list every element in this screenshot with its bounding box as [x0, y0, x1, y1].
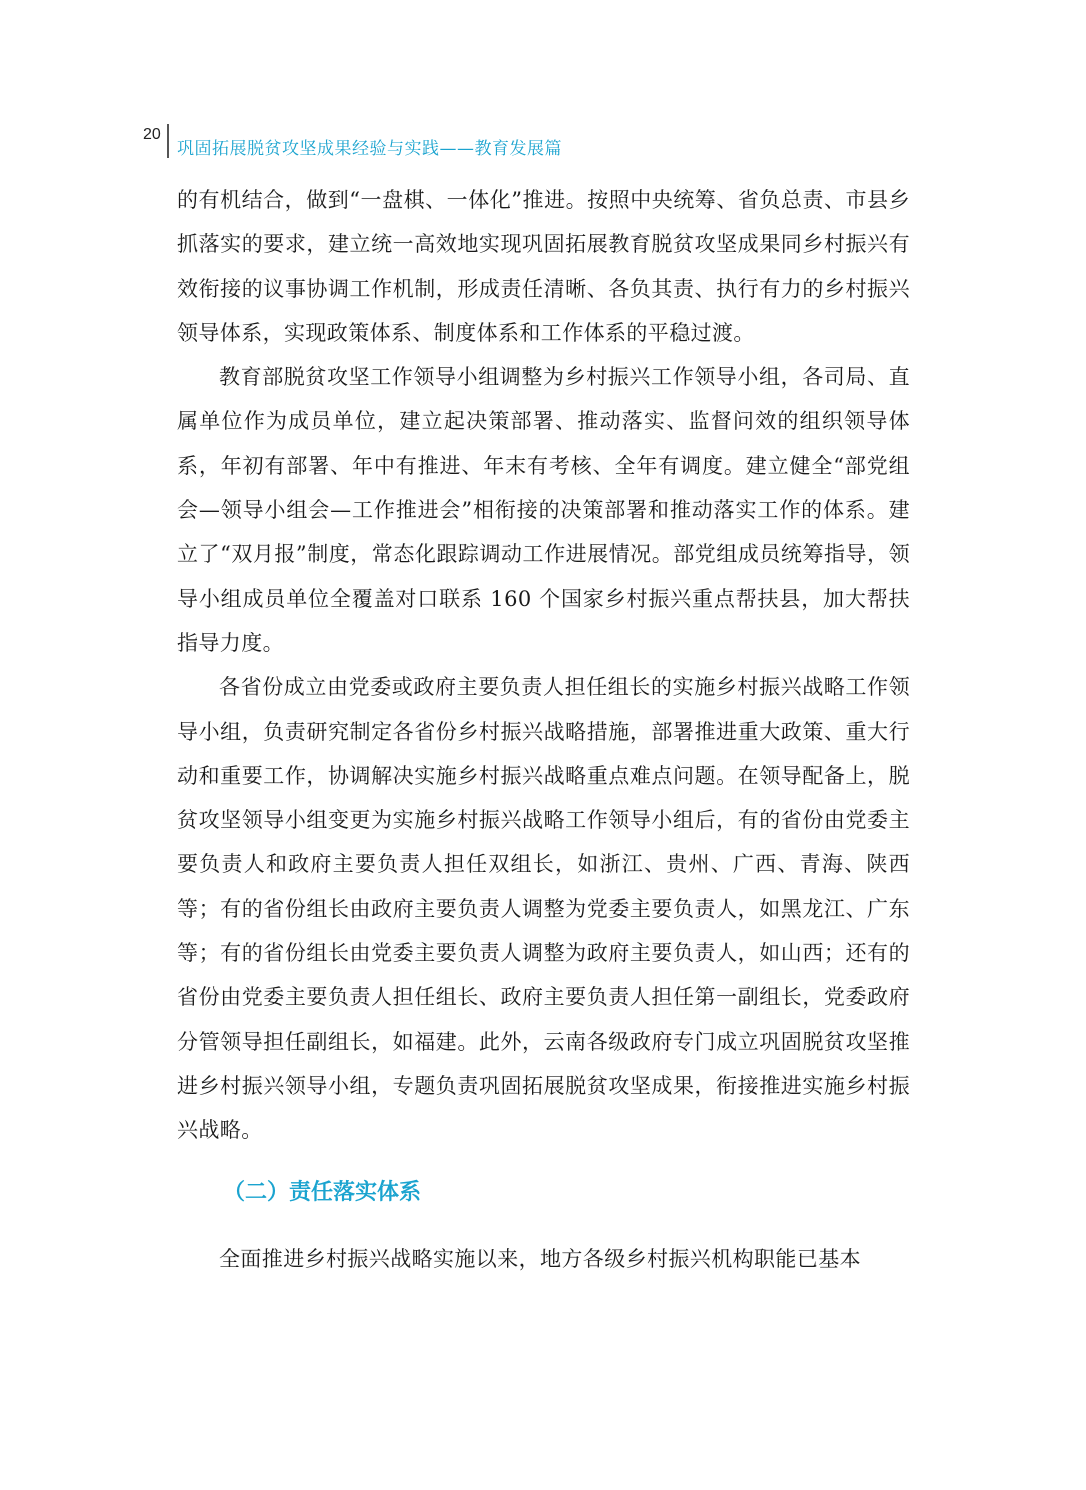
- paragraph-3: 各省份成立由党委或政府主要负责人担任组长的实施乡村振兴战略工作领导小组，负责研究制定各省份乡村振兴战略措施，部署推进重大政策、重大行动和重要工作，协调解决实施乡村振兴战略重点难点问题。在领导配备上，脱贫攻坚领导小组变更为实施乡村振兴战略工作领导小组后，有的省份由党委主要负责人和政府主要负责人担任双组长，如浙江、贵州、广西、青海、陕西等；有的省份组长由政府主要负责人调整为党委主要负责人，如黑龙江、广东等；有的省份组长由党委主要负责人调整为政府主要负责人，如山西；还有的省份由党委主要负责人担任组长、政府主要负责人担任第一副组长，党委政府分管领导担任副组长，如福建。此外，云南各级政府专门成立巩固脱贫攻坚推进乡村振兴领导小组，专题负责巩固拓展脱贫攻坚成果，衔接推进实施乡村振兴战略。: [177, 675, 910, 1143]
- running-header-title: 巩固拓展脱贫攻坚成果经验与实践——教育发展篇: [177, 139, 562, 159]
- paragraph-4: 全面推进乡村振兴战略实施以来，地方各级乡村振兴机构职能已基本: [219, 1246, 861, 1271]
- page-number: 20: [143, 126, 161, 143]
- section-heading: （二）责任落实体系: [223, 1179, 422, 1205]
- paragraph-2: 教育部脱贫攻坚工作领导小组调整为乡村振兴工作领导小组，各司局、直属单位作为成员单位，建立起决策部署、推动落实、监督问效的组织领导体系，年初有部署、年中有推进、年末有考核、全年有调度。建立健全“部党组会—领导小组会—工作推进会”相衔接的决策部署和推动落实工作的体系。建立了“双月报”制度，常态化跟踪调动工作进展情况。部党组成员统筹指导，领导小组成员单位全覆盖对口联系 160 个国家乡村振兴重点帮扶县，加大帮扶指导力度。: [177, 365, 910, 655]
- body-text: [177, 178, 910, 1281]
- header-divider: [167, 124, 169, 158]
- paragraph-1: 的有机结合，做到“一盘棋、一体化”推进。按照中央统筹、省负总责、市县乡抓落实的要求，建立统一高效地实现巩固拓展教育脱贫攻坚成果同乡村振兴有效衔接的议事协调工作机制，形成责任清晰、各负其责、执行有力的乡村振兴领导体系，实现政策体系、制度体系和工作体系的平稳过渡。: [177, 188, 910, 345]
